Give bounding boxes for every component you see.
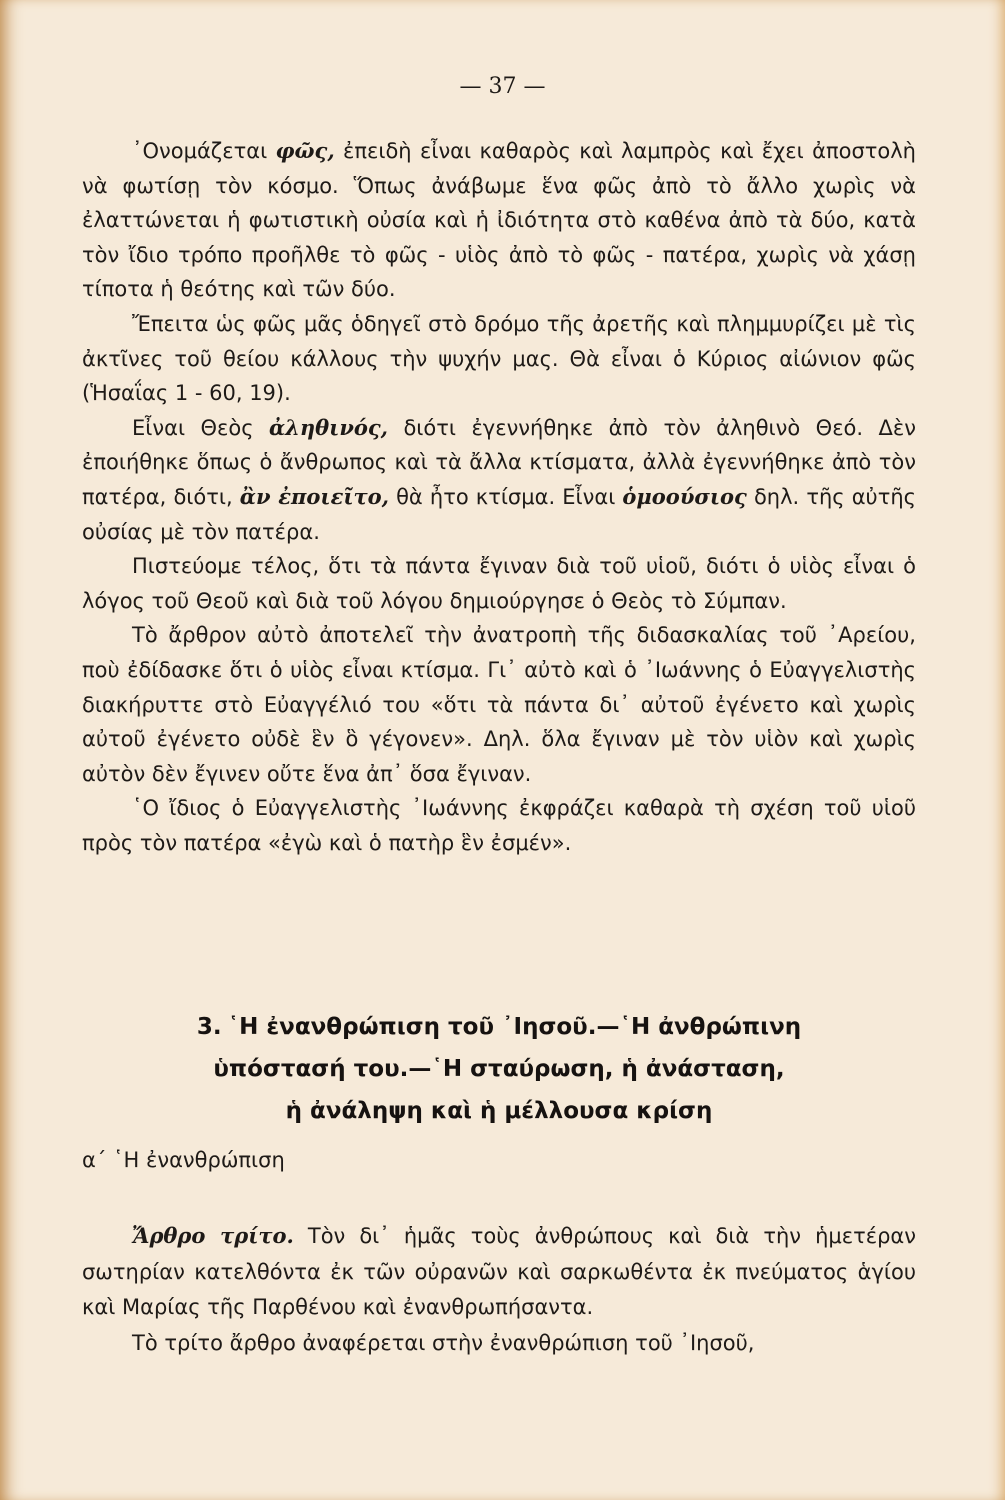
paragraph-4: Πιστεύομε τέλος, ὅτι τὰ πάντα ἔγιναν διὰ τοῦ υἱοῦ, διότι ὁ υἱὸς εἶναι ὁ λόγος τοῦ Θεοῦ καὶ διὰ τοῦ λόγου δημιούργησε ὁ Θεὸς τὸ Σύμπαν. [82, 554, 916, 613]
section-heading-text: ῾Η ἐνανθρώπιση τοῦ ᾿Ιησοῦ.—῾Η ἀνθρώπινη [227, 1014, 802, 1040]
article-text [82, 1218, 916, 1361]
last-paragraph: Τὸ τρίτο ἄρθρο ἀναφέρεται στὴν ἐνανθρώπιση τοῦ ᾿Ιησοῦ, [132, 1330, 755, 1355]
emphasis-term: ἀληθινός, [269, 414, 388, 440]
paragraph-6: ῾Ο ἴδιος ὁ Εὐαγγελιστὴς ᾿Ιωάννης ἐκφράζει καθαρὰ τὴ σχέση τοῦ υἱοῦ πρὸς τὸν πατέρα «ἐγὼ καὶ ὁ πατὴρ ἓν ἐσμέν». [82, 796, 916, 855]
subheading: α΄ ῾Η ἐνανθρώπιση [82, 1148, 285, 1172]
article-body: Τὸν δι᾿ ἡμᾶς τοὺς ἀνθρώπους καὶ διὰ τὴν ἡμετέραν σωτηρίαν κατελθόντα ἐκ τῶν οὐρανῶν καὶ σαρκωθέντα ἐκ πνεύματος ἁγίου καὶ Μαρίας τῆς Παρθένου καὶ ἐνανθρωπήσαντα. [82, 1224, 916, 1319]
text-run: ᾿Ονομάζεται [132, 139, 276, 163]
text-run: διότι ἐγεννήθηκε ἀπὸ τὸν ἀληθινὸ Θεό. Δὲν ἐποιήθηκε ὅπως ὁ ἄνθρωπος καὶ τὰ ἄλλα κτίσματα, ἀλλὰ ἐγεννήθηκε ἀπὸ τὸν πατέρα, διότι, [82, 415, 916, 509]
text-run: ἐπειδὴ εἶναι καθαρὸς καὶ λαμπρὸς καὶ ἔχει ἀποστολὴ νὰ φωτίσῃ τὸν κόσμο. Ὅπως ἀνάβωμε ἕνα φῶς ἀπὸ τὸ ἄλλο χωρὶς νὰ ἐλαττώνεται ἡ φωτιστικὴ οὐσία καὶ ἡ ἰδιότητα στὸ καθένα ἀπὸ τὰ δύο, κατὰ τὸν ἴδιο τρόπο προῆλθε τὸ φῶς - υἱὸς ἀπὸ τὸ φῶς - πατέρα, χωρὶς νὰ χάσῃ τίποτα ἡ θεότης καὶ τῶν δύο. [82, 139, 916, 302]
emphasis-term: ὁμοούσιος [622, 483, 747, 509]
emphasis-term: φῶς, [275, 138, 335, 163]
text-run: Εἶναι Θεὸς [132, 415, 269, 440]
text-run: δηλ. τῆς αὐτῆς οὐσίας μὲ τὸν πατέρα. [82, 484, 916, 544]
section-number: 3. [196, 1014, 222, 1040]
section-heading [82, 1006, 916, 1132]
paragraph-5: Τὸ ἄρθρον αὐτὸ ἀποτελεῖ τὴν ἀνατροπὴ τῆς διδασκαλίας τοῦ ᾿Αρείου, ποὺ ἐδίδασκε ὅτι ὁ υἱὸς εἶναι κτίσμα. Γι᾿ αὐτὸ καὶ ὁ ᾿Ιωάννης ὁ Εὐαγγελιστὴς διακήρυττε στὸ Εὐαγγέλιό του «ὅτι τὰ πάντα δι᾿ αὐτοῦ ἐγένετο καὶ χωρὶς αὐτοῦ ἐγένετο οὐδὲ ἓν ὃ γέγονεν». Δηλ. ὅλα ἔγιναν μὲ τὸν υἱὸν καὶ χωρὶς αὐτὸν δὲν ἔγινεν οὔτε ἕνα ἀπ᾿ ὅσα ἔγιναν. [82, 623, 916, 786]
emphasis-term: ἂν ἐποιεῖτο, [239, 483, 389, 509]
paragraph-3 [82, 411, 916, 549]
section-heading-line: ἡ ἀνάληψη καὶ ἡ μέλλουσα κρίση [285, 1098, 713, 1124]
paragraph-1 [82, 134, 916, 307]
text-run: θὰ ἦτο κτίσμα. Εἶναι [388, 484, 623, 509]
article-paragraph [82, 1218, 916, 1326]
section-heading-line [82, 1006, 916, 1048]
paragraph-2: Ἔπειτα ὡς φῶς μᾶς ὁδηγεῖ στὸ δρόμο τῆς ἀρετῆς καὶ πλημμυρίζει μὲ τὶς ἀκτῖνες τοῦ θείου κάλλους τὴν ψυχήν μας. Θὰ εἶναι ὁ Κύριος αἰώνιον φῶς (Ἡσαΐας 1 - 60, 19). [82, 311, 916, 406]
main-text [82, 134, 916, 860]
article-title: Ἄρθρο τρίτο. [132, 1223, 294, 1248]
section-heading-line: ὑπόστασή του.—῾Η σταύρωση, ἡ ἀνάσταση, [213, 1056, 785, 1082]
page-number: — 37 — [459, 74, 546, 99]
